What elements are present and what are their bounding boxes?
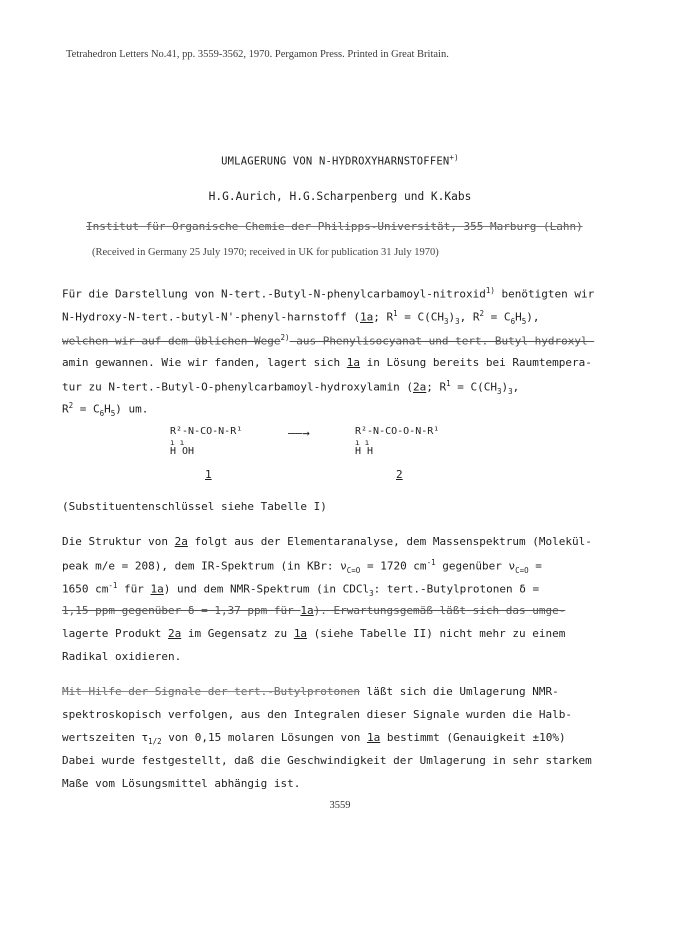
text-line: lagerte Produkt 2a im Gegensatz zu 1a (siehe Tabelle II) nicht mehr zu einem bbox=[62, 627, 566, 640]
compound-ref: 1a bbox=[300, 604, 314, 617]
compound-ref: 2a bbox=[174, 535, 188, 548]
compound-ref: 2a bbox=[167, 627, 182, 640]
substituent-key-note: (Substituentenschlüssel siehe Tabelle I) bbox=[62, 500, 327, 513]
authors: H.G.Aurich, H.G.Scharpenberg und K.Kabs bbox=[208, 190, 472, 203]
text-line: $R^2 = C_6H_5$) um. bbox=[62, 401, 149, 418]
text-line: welchen wir auf dem üblichen Wege$^{2)}$ aus Phenylisocyanat und tert.-Butyl-hydroxyl- bbox=[62, 333, 595, 348]
text-line: tur zu N-tert.-Butyl-O-phenylcarbamoyl-hydroxylamin (2a; $R^1 = C(CH_3)_3$, bbox=[62, 379, 520, 396]
reaction-arrow: ——→ bbox=[288, 426, 310, 440]
compound-label-2: 2 bbox=[396, 468, 403, 481]
compound-ref: 1a bbox=[366, 731, 381, 744]
text-line: 1,15 ppm gegenüber δ = 1,37 ppm für 1a). Erwartungsgemäß läßt sich das umge- bbox=[62, 604, 566, 617]
received-dates: (Received in Germany 25 July 1970; received in UK for publication 31 July 1970) bbox=[92, 247, 439, 258]
text-line: Die Struktur von 2a folgt aus der Elementaranalyse, dem Massenspektrum (Molekül- bbox=[62, 535, 592, 548]
product-bonds: ı ı bbox=[355, 438, 370, 447]
text-line: 1650 $cm^{-1}$ für 1a) und dem NMR-Spektrum (in CDCl$_3$: tert.-Butylprotonen δ = bbox=[62, 581, 540, 598]
article-title: UMLAGERUNG VON N-HYDROXYHARNSTOFFEN+) bbox=[221, 153, 459, 168]
text-line: wertszeiten $\tau_{1/2}$ von 0,15 molaren Lösungen von 1a bestimmt (Genauigkeit ±10%) bbox=[62, 731, 566, 747]
reactant-substituents: H OH bbox=[170, 446, 195, 457]
compound-ref: 1a bbox=[150, 582, 164, 596]
product-substituents: H H bbox=[355, 446, 374, 457]
text-line: spektroskopisch verfolgen, aus den Integralen dieser Signale wurden die Halb- bbox=[62, 708, 572, 721]
text-line: Für die Darstellung von N-tert.-Butyl-N-phenylcarbamoyl-nitroxid$^{1)}$ benötigten wir bbox=[62, 286, 595, 301]
text-line: Maße vom Lösungsmittel abhängig ist. bbox=[62, 777, 301, 790]
institute: Institut für Organische Chemie der Philipps-Universität, 355 Marburg (Lahn) bbox=[86, 220, 583, 233]
product-structure: R²-N-CO-O-N-R¹ bbox=[355, 426, 440, 437]
title-footnote-mark: +) bbox=[449, 153, 459, 162]
page-number: 3559 bbox=[329, 800, 351, 811]
reactant-bonds: ı ı bbox=[170, 438, 185, 447]
compound-label-1: 1 bbox=[205, 468, 212, 481]
text-line: amin gewannen. Wie wir fanden, lagert sich 1a in Lösung bereits bei Raumtempera- bbox=[62, 356, 592, 369]
journal-header: Tetrahedron Letters No.41, pp. 3559-3562, 1970. Pergamon Press. Printed in Great Britain. bbox=[66, 49, 449, 60]
compound-ref: 1a bbox=[293, 627, 308, 640]
compound-ref: 2a bbox=[413, 380, 427, 394]
text-line: Dabei wurde festgestellt, daß die Geschwindigkeit der Umlagerung in sehr starkem bbox=[62, 754, 592, 767]
compound-ref: 1a bbox=[360, 310, 374, 324]
text-line: peak m/e = 208), dem IR-Spektrum (in KBr: $\nu_{C=O} = 1720$ $cm^{-1}$ gegenüber $\nu_{C=O}$ = bbox=[62, 558, 542, 575]
text-line: N-Hydroxy-N-tert.-butyl-N'-phenyl-harnstoff (1a; $R^1 = C(CH_3)_3$, $R^2 = C_6H_5$), bbox=[62, 309, 540, 326]
compound-ref: 1a bbox=[346, 356, 361, 369]
text-line: Radikal oxidieren. bbox=[62, 650, 182, 663]
text-line: Mit Hilfe der Signale der tert.-Butylprotonen läßt sich die Umlagerung NMR- bbox=[62, 685, 559, 698]
reactant-structure: R²-N-CO-N-R¹ bbox=[170, 426, 243, 437]
